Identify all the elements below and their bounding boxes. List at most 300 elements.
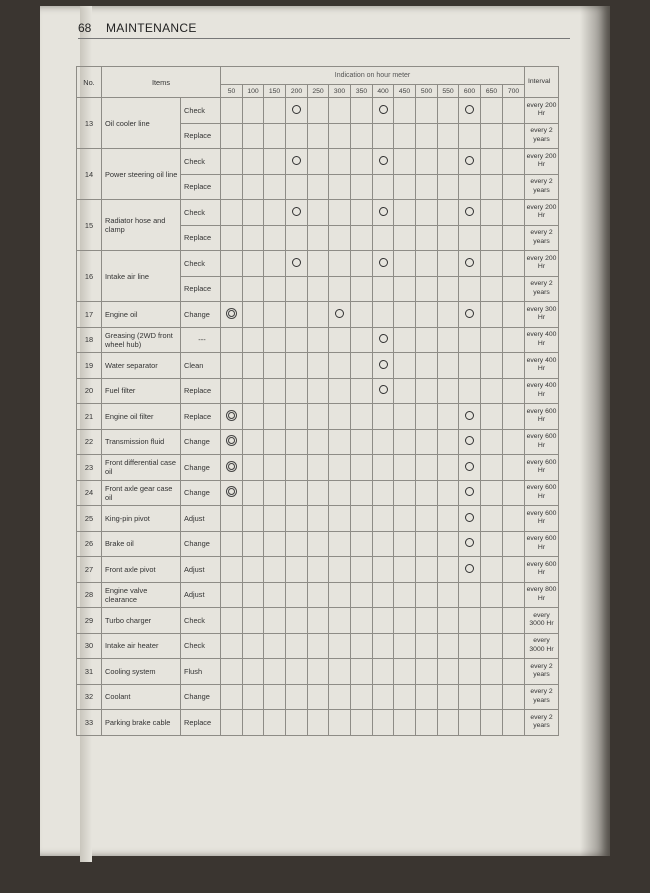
interval-value: every 200 Hr bbox=[525, 149, 559, 175]
hour-cell bbox=[243, 684, 264, 710]
hour-cell bbox=[416, 404, 438, 430]
interval-value: every 300 Hr bbox=[525, 302, 559, 328]
hour-cell bbox=[351, 276, 373, 302]
check-circle-icon bbox=[292, 105, 301, 114]
hour-cell bbox=[438, 123, 459, 149]
item-number: 28 bbox=[77, 582, 102, 608]
item-name: Cooling system bbox=[102, 659, 181, 685]
hour-cell bbox=[243, 608, 264, 634]
table-row bbox=[77, 582, 559, 608]
hour-header: 150 bbox=[264, 85, 286, 98]
item-name: Turbo charger bbox=[102, 608, 181, 634]
hour-cell bbox=[394, 582, 416, 608]
item-action: Change bbox=[181, 480, 221, 506]
hour-cell bbox=[373, 633, 394, 659]
hour-cell bbox=[481, 174, 503, 200]
hour-cell bbox=[481, 633, 503, 659]
hour-cell bbox=[286, 276, 308, 302]
hour-cell bbox=[373, 684, 394, 710]
hour-cell bbox=[221, 633, 243, 659]
hour-cell bbox=[459, 633, 481, 659]
check-circle-icon bbox=[465, 207, 474, 216]
hour-cell bbox=[459, 276, 481, 302]
hour-header: 500 bbox=[416, 85, 438, 98]
check-circle-icon bbox=[465, 538, 474, 547]
hour-cell bbox=[459, 174, 481, 200]
interval-value: every 2 years bbox=[525, 710, 559, 736]
hour-cell bbox=[264, 429, 286, 455]
hour-cell bbox=[481, 506, 503, 532]
hour-cell bbox=[264, 353, 286, 379]
hour-cell bbox=[373, 276, 394, 302]
hour-cell bbox=[438, 582, 459, 608]
table-row bbox=[77, 200, 559, 226]
hour-cell bbox=[373, 659, 394, 685]
hour-cell bbox=[438, 429, 459, 455]
hour-cell bbox=[481, 531, 503, 557]
interval-value: every 3000 Hr bbox=[525, 633, 559, 659]
hour-cell bbox=[308, 353, 329, 379]
interval-value: every 600 Hr bbox=[525, 557, 559, 583]
item-number: 23 bbox=[77, 455, 102, 481]
hour-header: 700 bbox=[503, 85, 525, 98]
hour-cell bbox=[373, 149, 394, 175]
hour-cell bbox=[221, 531, 243, 557]
hour-header: 100 bbox=[243, 85, 264, 98]
hour-cell bbox=[416, 429, 438, 455]
interval-value: every 3000 Hr bbox=[525, 608, 559, 634]
hour-cell bbox=[286, 123, 308, 149]
hour-cell bbox=[351, 200, 373, 226]
table-row bbox=[77, 506, 559, 532]
hour-cell bbox=[394, 251, 416, 277]
hour-cell bbox=[416, 276, 438, 302]
hour-cell bbox=[438, 455, 459, 481]
hour-cell bbox=[329, 378, 351, 404]
hour-cell bbox=[329, 123, 351, 149]
hour-cell bbox=[481, 710, 503, 736]
item-number: 32 bbox=[77, 684, 102, 710]
hour-cell bbox=[438, 225, 459, 251]
hour-cell bbox=[308, 633, 329, 659]
hour-cell bbox=[308, 149, 329, 175]
hour-cell bbox=[416, 98, 438, 124]
hour-cell bbox=[373, 557, 394, 583]
hour-cell bbox=[416, 123, 438, 149]
hour-cell bbox=[264, 302, 286, 328]
hour-cell bbox=[394, 608, 416, 634]
hour-cell bbox=[243, 404, 264, 430]
hour-cell bbox=[459, 98, 481, 124]
hour-cell bbox=[286, 98, 308, 124]
schedule-body bbox=[77, 98, 559, 736]
check-circle-icon bbox=[465, 411, 474, 420]
hour-cell bbox=[243, 353, 264, 379]
item-name: Water separator bbox=[102, 353, 181, 379]
hour-cell bbox=[264, 582, 286, 608]
hour-cell bbox=[481, 480, 503, 506]
hour-cell bbox=[459, 582, 481, 608]
hour-cell bbox=[394, 684, 416, 710]
hour-cell bbox=[264, 710, 286, 736]
hour-cell bbox=[329, 659, 351, 685]
hour-cell bbox=[438, 659, 459, 685]
item-action: Change bbox=[181, 302, 221, 328]
hour-cell bbox=[438, 302, 459, 328]
item-action: Replace bbox=[181, 710, 221, 736]
hour-cell bbox=[373, 710, 394, 736]
item-action: Check bbox=[181, 251, 221, 277]
section-title: MAINTENANCE bbox=[106, 21, 197, 35]
hour-cell bbox=[243, 123, 264, 149]
hour-header: 50 bbox=[221, 85, 243, 98]
hour-cell bbox=[503, 710, 525, 736]
interval-value: every 800 Hr bbox=[525, 582, 559, 608]
table-row bbox=[77, 557, 559, 583]
hour-cell bbox=[459, 531, 481, 557]
hour-cell bbox=[221, 659, 243, 685]
hour-header: 300 bbox=[329, 85, 351, 98]
hour-cell bbox=[503, 200, 525, 226]
hour-cell bbox=[438, 608, 459, 634]
hour-cell bbox=[264, 98, 286, 124]
hour-cell bbox=[221, 149, 243, 175]
hour-cell bbox=[503, 302, 525, 328]
hour-cell bbox=[503, 225, 525, 251]
hour-cell bbox=[503, 659, 525, 685]
hour-cell bbox=[481, 353, 503, 379]
table-row bbox=[77, 378, 559, 404]
hour-cell bbox=[264, 200, 286, 226]
interval-value: every 2 years bbox=[525, 174, 559, 200]
hour-cell bbox=[264, 149, 286, 175]
hour-cell bbox=[243, 378, 264, 404]
hour-cell bbox=[459, 480, 481, 506]
hour-cell bbox=[416, 710, 438, 736]
hour-cell bbox=[351, 123, 373, 149]
hour-cell bbox=[329, 633, 351, 659]
hour-cell bbox=[329, 480, 351, 506]
hour-cell bbox=[373, 302, 394, 328]
item-name: Radiator hose and clamp bbox=[102, 200, 181, 251]
hour-header: 200 bbox=[286, 85, 308, 98]
hour-cell bbox=[308, 582, 329, 608]
hour-cell bbox=[481, 276, 503, 302]
hour-cell bbox=[264, 378, 286, 404]
hour-cell bbox=[438, 251, 459, 277]
hour-cell bbox=[416, 327, 438, 353]
hour-cell bbox=[373, 225, 394, 251]
item-number: 21 bbox=[77, 404, 102, 430]
interval-value: every 2 years bbox=[525, 225, 559, 251]
hour-cell bbox=[351, 327, 373, 353]
hour-cell bbox=[308, 429, 329, 455]
hour-cell bbox=[373, 98, 394, 124]
item-action: Adjust bbox=[181, 582, 221, 608]
hour-cell bbox=[459, 659, 481, 685]
item-action: Replace bbox=[181, 276, 221, 302]
hour-cell bbox=[351, 608, 373, 634]
interval-value: every 200 Hr bbox=[525, 200, 559, 226]
hour-cell bbox=[329, 582, 351, 608]
hour-cell bbox=[329, 557, 351, 583]
hour-cell bbox=[503, 378, 525, 404]
table-row bbox=[77, 98, 559, 124]
hour-cell bbox=[308, 684, 329, 710]
item-name: Oil cooler line bbox=[102, 98, 181, 149]
hour-cell bbox=[243, 200, 264, 226]
hour-cell bbox=[264, 506, 286, 532]
hour-cell bbox=[373, 353, 394, 379]
hour-header: 450 bbox=[394, 85, 416, 98]
interval-value: every 2 years bbox=[525, 659, 559, 685]
item-name: Intake air heater bbox=[102, 633, 181, 659]
hour-cell bbox=[394, 710, 416, 736]
hour-cell bbox=[264, 251, 286, 277]
item-action: Check bbox=[181, 633, 221, 659]
hour-cell bbox=[286, 327, 308, 353]
item-name: Coolant bbox=[102, 684, 181, 710]
hour-cell bbox=[459, 608, 481, 634]
hour-cell bbox=[373, 455, 394, 481]
hour-cell bbox=[286, 455, 308, 481]
item-name: Intake air line bbox=[102, 251, 181, 302]
hour-cell bbox=[394, 200, 416, 226]
hour-cell bbox=[416, 455, 438, 481]
item-action: Change bbox=[181, 455, 221, 481]
hour-cell bbox=[329, 302, 351, 328]
hour-cell bbox=[438, 149, 459, 175]
table-row bbox=[77, 251, 559, 277]
hour-cell bbox=[221, 582, 243, 608]
hour-cell bbox=[416, 557, 438, 583]
hour-cell bbox=[373, 251, 394, 277]
hour-cell bbox=[438, 531, 459, 557]
hour-cell bbox=[416, 506, 438, 532]
check-circle-icon bbox=[465, 258, 474, 267]
interval-value: every 600 Hr bbox=[525, 429, 559, 455]
item-name: Power steering oil line bbox=[102, 149, 181, 200]
hour-cell bbox=[373, 123, 394, 149]
hour-cell bbox=[394, 174, 416, 200]
table-row bbox=[77, 327, 559, 353]
hour-cell bbox=[481, 123, 503, 149]
hour-cell bbox=[286, 149, 308, 175]
check-circle-icon bbox=[379, 207, 388, 216]
hour-cell bbox=[308, 174, 329, 200]
col-items-header: Items bbox=[102, 67, 221, 98]
interval-value: every 600 Hr bbox=[525, 531, 559, 557]
hour-cell bbox=[503, 608, 525, 634]
hour-cell bbox=[351, 404, 373, 430]
hour-cell bbox=[243, 659, 264, 685]
hour-cell bbox=[503, 429, 525, 455]
item-number: 17 bbox=[77, 302, 102, 328]
check-circle-icon bbox=[379, 334, 388, 343]
hour-cell bbox=[459, 327, 481, 353]
hour-cell bbox=[373, 404, 394, 430]
item-number: 20 bbox=[77, 378, 102, 404]
table-row bbox=[77, 684, 559, 710]
hour-cell bbox=[286, 506, 308, 532]
item-number: 14 bbox=[77, 149, 102, 200]
check-circle-icon bbox=[292, 207, 301, 216]
hour-cell bbox=[243, 429, 264, 455]
hour-cell bbox=[264, 557, 286, 583]
item-action: --- bbox=[181, 327, 221, 353]
hour-cell bbox=[286, 251, 308, 277]
hour-cell bbox=[286, 557, 308, 583]
hour-cell bbox=[416, 174, 438, 200]
hour-cell bbox=[503, 149, 525, 175]
hour-cell bbox=[351, 506, 373, 532]
hour-cell bbox=[286, 710, 308, 736]
hour-cell bbox=[308, 531, 329, 557]
hour-cell bbox=[503, 327, 525, 353]
check-circle-icon bbox=[292, 258, 301, 267]
hour-cell bbox=[221, 225, 243, 251]
hour-cell bbox=[308, 404, 329, 430]
hour-cell bbox=[394, 404, 416, 430]
hour-cell bbox=[351, 633, 373, 659]
hour-cell bbox=[416, 378, 438, 404]
table-row bbox=[77, 480, 559, 506]
hour-cell bbox=[308, 608, 329, 634]
interval-value: every 600 Hr bbox=[525, 506, 559, 532]
hour-cell bbox=[221, 123, 243, 149]
hour-header: 250 bbox=[308, 85, 329, 98]
table-row bbox=[77, 659, 559, 685]
hour-cell bbox=[221, 276, 243, 302]
hour-cell bbox=[416, 149, 438, 175]
item-name: King-pin pivot bbox=[102, 506, 181, 532]
hour-cell bbox=[308, 251, 329, 277]
check-circle-icon bbox=[292, 156, 301, 165]
hour-cell bbox=[221, 557, 243, 583]
hour-cell bbox=[373, 200, 394, 226]
hour-cell bbox=[308, 455, 329, 481]
hour-cell bbox=[459, 123, 481, 149]
hour-cell bbox=[481, 200, 503, 226]
maintenance-schedule-table bbox=[76, 66, 559, 736]
check-circle-icon bbox=[379, 156, 388, 165]
hour-cell bbox=[503, 557, 525, 583]
check-circle-icon bbox=[379, 385, 388, 394]
hour-cell bbox=[373, 327, 394, 353]
hour-cell bbox=[416, 582, 438, 608]
hour-cell bbox=[221, 251, 243, 277]
hour-cell bbox=[264, 531, 286, 557]
hour-cell bbox=[243, 557, 264, 583]
hour-cell bbox=[329, 608, 351, 634]
hour-cell bbox=[416, 659, 438, 685]
hour-cell bbox=[329, 225, 351, 251]
item-action: Check bbox=[181, 149, 221, 175]
hour-cell bbox=[438, 353, 459, 379]
hour-cell bbox=[243, 710, 264, 736]
check-circle-icon bbox=[379, 105, 388, 114]
hour-cell bbox=[351, 429, 373, 455]
hour-cell bbox=[351, 353, 373, 379]
hour-cell bbox=[394, 659, 416, 685]
hour-cell bbox=[481, 327, 503, 353]
hour-cell bbox=[264, 327, 286, 353]
hour-cell bbox=[394, 633, 416, 659]
hour-cell bbox=[351, 455, 373, 481]
item-number: 15 bbox=[77, 200, 102, 251]
item-name: Front axle gear case oil bbox=[102, 480, 181, 506]
item-action: Change bbox=[181, 429, 221, 455]
hour-cell bbox=[329, 531, 351, 557]
hour-header: 650 bbox=[481, 85, 503, 98]
hour-cell bbox=[243, 302, 264, 328]
hour-cell bbox=[286, 633, 308, 659]
hour-cell bbox=[243, 251, 264, 277]
hour-cell bbox=[329, 149, 351, 175]
hour-cell bbox=[329, 684, 351, 710]
hour-cell bbox=[438, 480, 459, 506]
page-number: 68 bbox=[78, 21, 92, 35]
item-action: Change bbox=[181, 531, 221, 557]
hour-cell bbox=[243, 276, 264, 302]
hour-cell bbox=[503, 582, 525, 608]
hour-cell bbox=[394, 276, 416, 302]
hour-cell bbox=[264, 404, 286, 430]
hour-cell bbox=[243, 98, 264, 124]
item-name: Transmission fluid bbox=[102, 429, 181, 455]
hour-cell bbox=[373, 429, 394, 455]
hour-cell bbox=[481, 684, 503, 710]
check-circle-icon bbox=[379, 258, 388, 267]
hour-cell bbox=[221, 455, 243, 481]
item-action: Replace bbox=[181, 174, 221, 200]
hour-cell bbox=[243, 480, 264, 506]
hour-cell bbox=[351, 378, 373, 404]
table-row bbox=[77, 302, 559, 328]
hour-cell bbox=[459, 251, 481, 277]
hour-cell bbox=[373, 174, 394, 200]
hour-cell bbox=[329, 404, 351, 430]
hour-cell bbox=[416, 531, 438, 557]
hour-cell bbox=[503, 276, 525, 302]
table-row bbox=[77, 455, 559, 481]
hour-cell bbox=[503, 633, 525, 659]
item-action: Check bbox=[181, 608, 221, 634]
hour-cell bbox=[308, 276, 329, 302]
hour-cell bbox=[221, 174, 243, 200]
check-circle-icon bbox=[379, 360, 388, 369]
interval-value: every 2 years bbox=[525, 123, 559, 149]
hour-cell bbox=[243, 506, 264, 532]
hour-cell bbox=[394, 353, 416, 379]
hour-cell bbox=[503, 506, 525, 532]
item-name: Engine oil filter bbox=[102, 404, 181, 430]
hour-cell bbox=[416, 200, 438, 226]
hour-cell bbox=[394, 557, 416, 583]
item-action: Replace bbox=[181, 123, 221, 149]
hour-header: 350 bbox=[351, 85, 373, 98]
hour-cell bbox=[416, 608, 438, 634]
hour-cell bbox=[264, 276, 286, 302]
hour-cell bbox=[308, 200, 329, 226]
hour-cell bbox=[438, 98, 459, 124]
interval-value: every 400 Hr bbox=[525, 378, 559, 404]
hour-cell bbox=[481, 455, 503, 481]
hour-cell bbox=[286, 480, 308, 506]
hour-cell bbox=[308, 480, 329, 506]
hour-cell bbox=[394, 429, 416, 455]
item-name: Front axle pivot bbox=[102, 557, 181, 583]
